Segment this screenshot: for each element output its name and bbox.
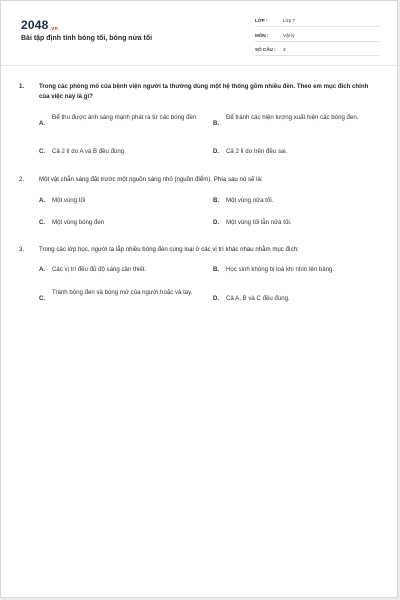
question-3-option-c[interactable]	[39, 288, 209, 310]
site-logo[interactable]	[21, 18, 58, 35]
option-text: Tránh bóng đen và bóng mờ của người hoặc và tay.	[52, 289, 193, 296]
option-label: C.	[39, 295, 46, 302]
option-label: A.	[39, 120, 46, 127]
question-text: Trong các lớp học, người ta lắp nhiều bóng đèn cùng loại ở các vị trí khác nhau nhằm mục đích:	[39, 246, 299, 253]
logo-suffix: .vn	[49, 26, 59, 32]
option-text: Một vùng bóng đen	[52, 219, 105, 226]
option-text: Các vị trí đều đủ độ sáng cần thiết.	[52, 266, 147, 273]
option-text: Cả 2 lí do A và B đều đúng	[52, 148, 125, 155]
option-label: B.	[213, 120, 220, 127]
question-2-option-d[interactable]	[213, 218, 383, 229]
option-label: D.	[213, 219, 220, 226]
question-1	[19, 82, 379, 102]
option-text: Một vùng tối	[52, 197, 86, 204]
option-label: A.	[39, 266, 46, 273]
header-divider	[1, 65, 397, 66]
option-label: A.	[39, 197, 46, 204]
question-text: Trong các phòng mổ của bệnh viện người ta thường dùng một hệ thống gồm nhiều đèn. Theo em mục đích chính của việc này là gì?	[39, 83, 369, 100]
meta-count-row	[255, 44, 379, 56]
meta-class-row	[255, 15, 379, 27]
option-text: Một vùng tối lẫn nửa tối.	[226, 219, 292, 226]
question-2-option-b[interactable]	[213, 196, 383, 207]
option-text: Cả 2 lí do trên đều sai.	[226, 148, 288, 155]
question-3-option-b[interactable]	[213, 265, 383, 276]
question-3	[19, 245, 379, 255]
question-number: 1.	[19, 83, 25, 90]
question-2-option-c[interactable]	[39, 218, 209, 229]
question-text: Một vật chắn sáng đặt trước một nguồn sáng nhỏ (nguồn điểm). Phía sau nó sẽ là:	[39, 176, 263, 183]
question-2	[19, 175, 379, 185]
question-number: 2.	[19, 176, 25, 183]
logo-name: 2048	[21, 18, 49, 32]
worksheet-title: Bài tập định tính bóng tối, bóng nửa tối	[21, 35, 153, 42]
option-label: D.	[213, 295, 220, 302]
meta-class-value: Lớp 7	[283, 18, 295, 23]
option-label: B.	[213, 266, 220, 273]
question-3-option-a[interactable]	[39, 265, 209, 276]
option-text: Để tránh các hiện tượng xuất hiện các bóng đen.	[226, 114, 359, 121]
meta-class-label: LỚP :	[255, 18, 268, 23]
question-3-option-d[interactable]	[213, 294, 383, 305]
question-1-option-a[interactable]	[39, 113, 209, 135]
option-label: D.	[213, 148, 220, 155]
meta-subject-label: MÔN :	[255, 33, 269, 38]
question-number: 3.	[19, 246, 25, 253]
option-text: Cả A, B và C đều đúng.	[226, 295, 290, 302]
meta-count-label: SỐ CÂU :	[255, 47, 276, 52]
question-1-option-d[interactable]	[213, 147, 383, 158]
option-label: C.	[39, 219, 46, 226]
question-1-option-c[interactable]	[39, 147, 209, 158]
question-1-option-b[interactable]	[213, 113, 383, 135]
meta-subject-value: Vật lý	[283, 33, 295, 38]
question-2-option-a[interactable]	[39, 196, 209, 207]
meta-count-value: 3	[283, 47, 286, 52]
option-text: Một vùng nửa tối.	[226, 197, 274, 204]
option-text: Học sinh không bị loá khi nhìn lên bảng.	[226, 266, 335, 273]
option-label: B.	[213, 197, 220, 204]
option-label: C.	[39, 148, 46, 155]
option-text: Để thu được ánh sáng mạnh phát ra từ các bóng đèn	[52, 114, 197, 121]
meta-subject-row	[255, 30, 379, 42]
